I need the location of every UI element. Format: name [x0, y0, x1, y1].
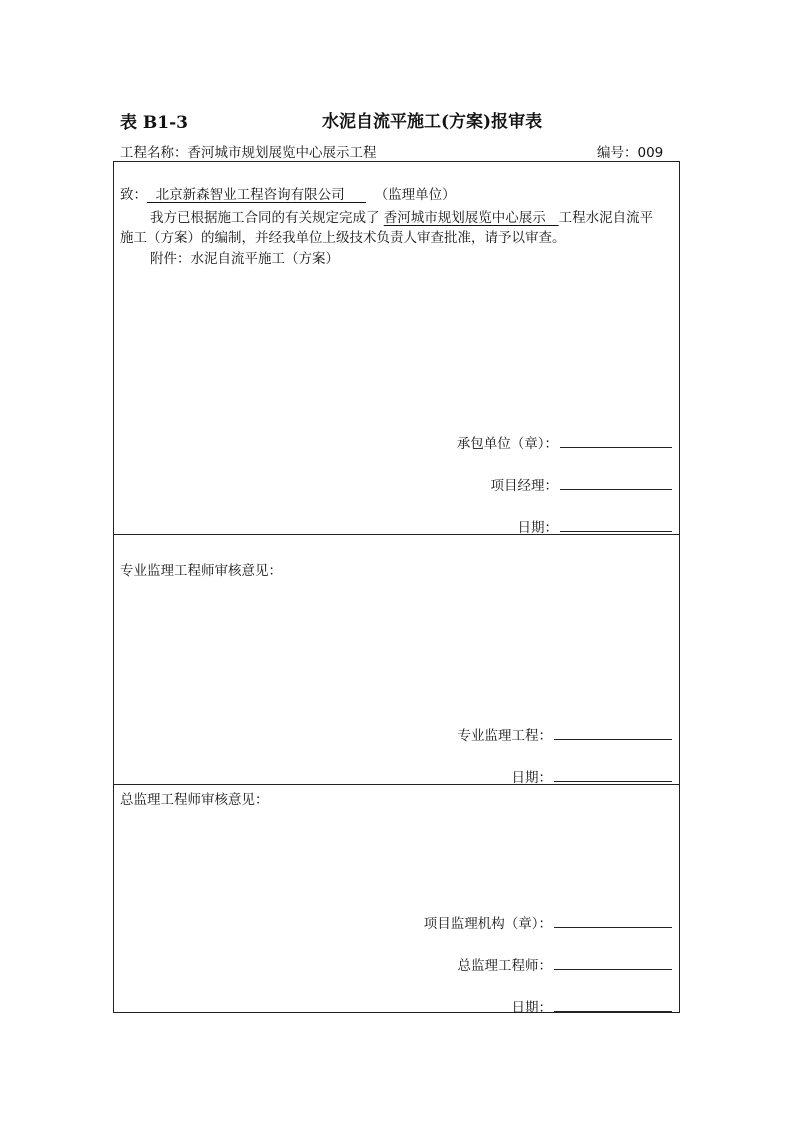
section3-date-row	[512, 996, 673, 1016]
recipient-company: 北京新森智业工程咨询有限公司	[155, 187, 345, 203]
section1-date-label: 日期：	[517, 520, 558, 536]
contractor-label: 承包单位（章）：	[456, 436, 558, 452]
project-name-value: 香河城市规划展览中心展示工程	[187, 145, 377, 161]
body-line-2: 施工（方案）的编制，并经我单位上级技术负责人审查批准，请予以审查。	[120, 230, 566, 246]
section2-date-line[interactable]	[554, 767, 672, 782]
project-name-label: 工程名称：	[120, 145, 188, 161]
project-name-row	[120, 141, 377, 161]
section1-date-row	[518, 516, 673, 536]
approval-form-table	[113, 161, 680, 1016]
form-number-label: 编号：	[597, 145, 638, 161]
attachment-line: 附件：水泥自流平施工（方案）	[150, 251, 339, 267]
section3-date-label: 日期：	[511, 1000, 552, 1016]
form-number-value: 009	[637, 145, 664, 161]
section3-date-line[interactable]	[554, 997, 672, 1012]
manager-signature-line[interactable]	[560, 475, 672, 490]
recipient-role: （监理单位）	[374, 187, 456, 203]
chief-label: 总监理工程师：	[457, 958, 552, 974]
chief-signature-row	[458, 954, 673, 974]
manager-label: 项目经理：	[490, 478, 558, 494]
engineer-opinion-label: 专业监理工程师审核意见：	[120, 563, 282, 579]
contractor-signature-line[interactable]	[560, 433, 672, 448]
section2-date-label: 日期：	[511, 770, 552, 786]
body-project-name: 香河城市规划展览中心展示	[383, 210, 546, 226]
chief-opinion-label: 总监理工程师审核意见：	[120, 792, 269, 808]
recipient-row	[120, 183, 456, 203]
engineer-signature-row	[458, 724, 673, 744]
section1-date-line[interactable]	[560, 517, 672, 532]
engineer-label: 专业监理工程：	[457, 728, 552, 744]
manager-signature-row	[491, 474, 673, 494]
org-signature-line[interactable]	[554, 913, 672, 928]
section-divider-2	[114, 784, 679, 785]
contractor-signature-row	[457, 432, 672, 452]
section-divider-1	[114, 534, 679, 535]
form-code: 表 B1-3	[120, 113, 188, 133]
engineer-signature-line[interactable]	[554, 725, 672, 740]
chief-signature-line[interactable]	[554, 955, 672, 970]
org-signature-row	[424, 912, 672, 932]
section2-date-row	[512, 766, 673, 786]
body-line-1: 我方已根据施工合同的有关规定完成了 香河城市规划展览中心展示 工程水泥自流平	[150, 210, 654, 226]
form-title: 水泥自流平施工(方案)报审表	[322, 112, 543, 132]
recipient-label: 致：	[120, 187, 147, 203]
org-label: 项目监理机构（章）：	[423, 916, 552, 932]
form-number-row	[597, 141, 663, 161]
